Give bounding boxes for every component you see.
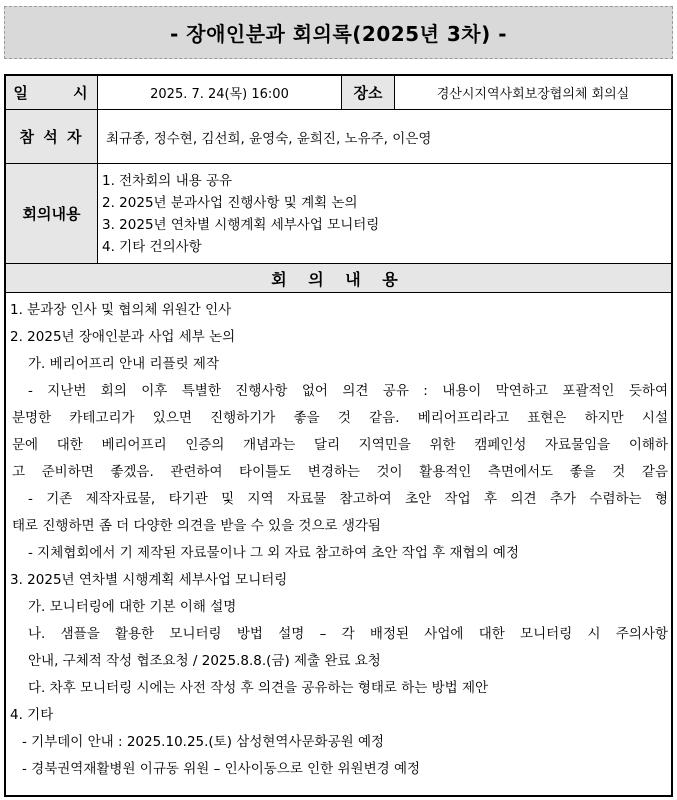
document-title: - 장애인분과 회의록(2025년 3차) - xyxy=(4,6,673,59)
content-line: - 기존 제작자료물, 타기관 및 지역 자료물 참고하여 초안 작업 후 의견 추가 수렴하는 형 xyxy=(28,491,668,507)
content-line: 1. 분과장 인사 및 협의체 위원간 인사 xyxy=(10,302,232,318)
content-line: 안내, 구체적 작성 협조요청 / 2025.8.8.(금) 제출 완료 요청 xyxy=(28,653,381,669)
content-line: 태로 진행하면 좀 더 다양한 의견을 받을 수 있을 것으로 생각됨 xyxy=(12,518,381,534)
content-line: - 기부데이 안내 : 2025.10.25.(토) 삼성현역사문화공원 예정 xyxy=(22,734,385,750)
content-line: 분명한 카테고리가 있으면 진행하기가 좋을 것 같음. 베리어프리라고 표현은 하지만 시설 xyxy=(12,410,668,426)
content-line: 가. 베리어프리 안내 리플릿 제작 xyxy=(28,356,219,372)
agenda-list xyxy=(102,170,667,258)
agenda-item: 4. 기타 건의사항 xyxy=(102,239,202,255)
date-value: 2025. 7. 24(목) 16:00 xyxy=(98,76,342,109)
content-line: - 지난번 회의 이후 특별한 진행사항 없어 의견 공유 : 내용이 막연하고 포괄적인 듯하여 xyxy=(28,383,668,399)
place-value: 경산시지역사회보장협의체 회의실 xyxy=(436,87,630,102)
agenda-label: 회의내용 xyxy=(6,164,98,263)
date-label: 일 시 xyxy=(6,76,98,109)
minutes-body xyxy=(6,293,671,795)
content-line: 문에 대한 베리어프리 인증의 개념과는 달리 지역민을 위한 캠페인성 자료물임을 이해하 xyxy=(12,437,668,453)
content-line: 가. 모니터링에 대한 기본 이해 설명 xyxy=(28,599,237,615)
content-line: - 지체협회에서 기 제작된 자료물이나 그 외 자료 참고하여 초안 작업 후 재협의 예정 xyxy=(28,545,520,561)
section-title: 회 의 내 용 xyxy=(271,269,406,289)
content-line: 3. 2025년 연차별 시행계획 세부사업 모니터링 xyxy=(10,572,288,588)
section-header-row xyxy=(6,264,671,293)
agenda-item: 2. 2025년 분과사업 진행사항 및 계획 논의 xyxy=(102,195,358,211)
content-line: - 경북권역재활병원 이규동 위원 – 인사이동으로 인한 위원변경 예정 xyxy=(22,761,421,777)
date-row xyxy=(6,76,671,110)
content-line: 2. 2025년 장애인분과 사업 세부 논의 xyxy=(10,329,236,345)
agenda-row xyxy=(6,164,671,264)
content-line: 나. 샘플을 활용한 모니터링 방법 설명 – 각 배정된 사업에 대한 모니터링 시 주의사항 xyxy=(28,626,668,642)
agenda-item: 3. 2025년 연차별 시행계획 세부사업 모니터링 xyxy=(102,217,380,233)
attendees-value: 최규종, 정수현, 김선희, 윤영숙, 윤희진, 노유주, 이은영 xyxy=(106,130,432,147)
content-line: 4. 기타 xyxy=(10,707,54,723)
attendees-row xyxy=(6,110,671,164)
content-line: 다. 차후 모니터링 시에는 사전 작성 후 의견을 공유하는 형태로 하는 방법 제안 xyxy=(28,680,489,696)
minutes-table xyxy=(4,74,673,797)
attendees-label: 참 석 자 xyxy=(6,110,98,163)
place-label: 장소 xyxy=(342,76,395,109)
agenda-item: 1. 전차회의 내용 공유 xyxy=(102,173,233,189)
content-line: 고 준비하면 좋겠음. 관련하여 타이틀도 변경하는 것이 활용적인 측면에서도 좋을 것 같음 xyxy=(12,464,668,480)
